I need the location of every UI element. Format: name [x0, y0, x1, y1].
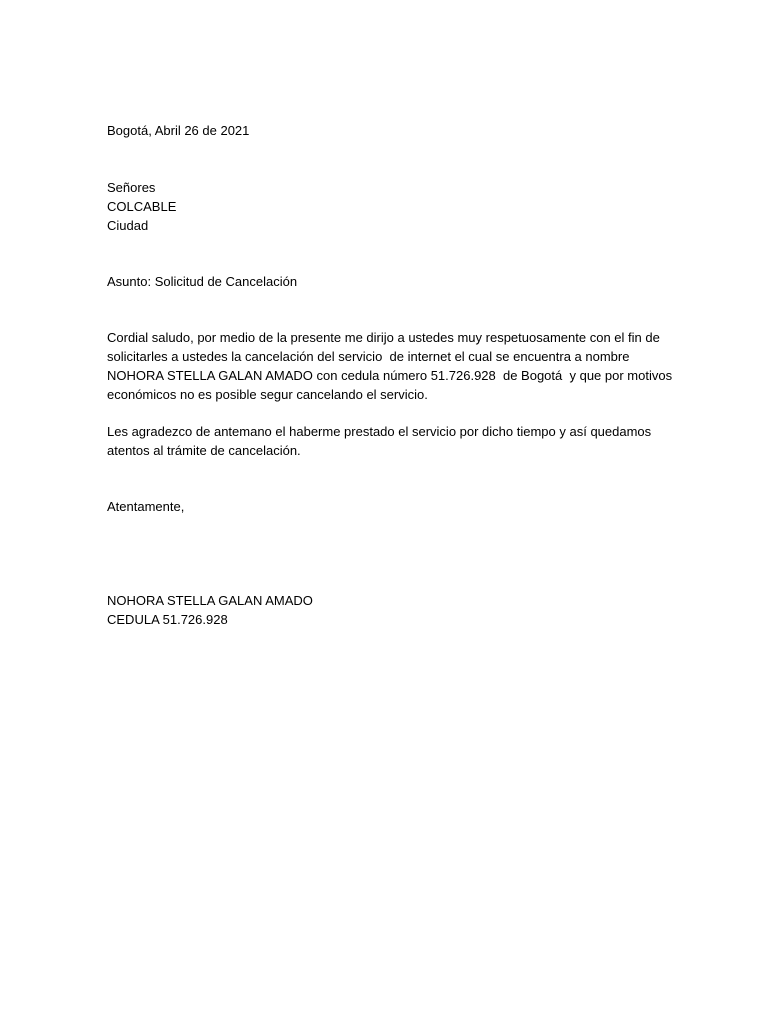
- paragraph2-line: atentos al trámite de cancelación.: [107, 443, 301, 458]
- recipient-city: Ciudad: [107, 218, 149, 233]
- paragraph1-line: Cordial saludo, por medio de la presente me dirijo a ustedes muy respetuosamente con el fin de: [107, 330, 660, 345]
- recipient-company: COLCABLE: [107, 199, 177, 214]
- paragraph1-line: NOHORA STELLA GALAN AMADO con cedula número 51.726.928 de Bogotá y que por motivos: [107, 368, 673, 383]
- date-line: Bogotá, Abril 26 de 2021: [107, 123, 250, 138]
- paragraph1-line: económicos no es posible segur cancelando el servicio.: [107, 387, 428, 402]
- signature-name: NOHORA STELLA GALAN AMADO: [107, 593, 313, 608]
- subject-line: Asunto: Solicitud de Cancelación: [107, 274, 298, 289]
- recipient-salutation: Señores: [107, 180, 156, 195]
- closing-line: Atentamente,: [107, 499, 185, 514]
- paragraph1-line: solicitarles a ustedes la cancelación del servicio de internet el cual se encuentra a nombre: [107, 349, 630, 364]
- paragraph2-line: Les agradezco de antemano el haberme prestado el servicio por dicho tiempo y así quedamos: [107, 424, 652, 439]
- signature-id: CEDULA 51.726.928: [107, 612, 228, 627]
